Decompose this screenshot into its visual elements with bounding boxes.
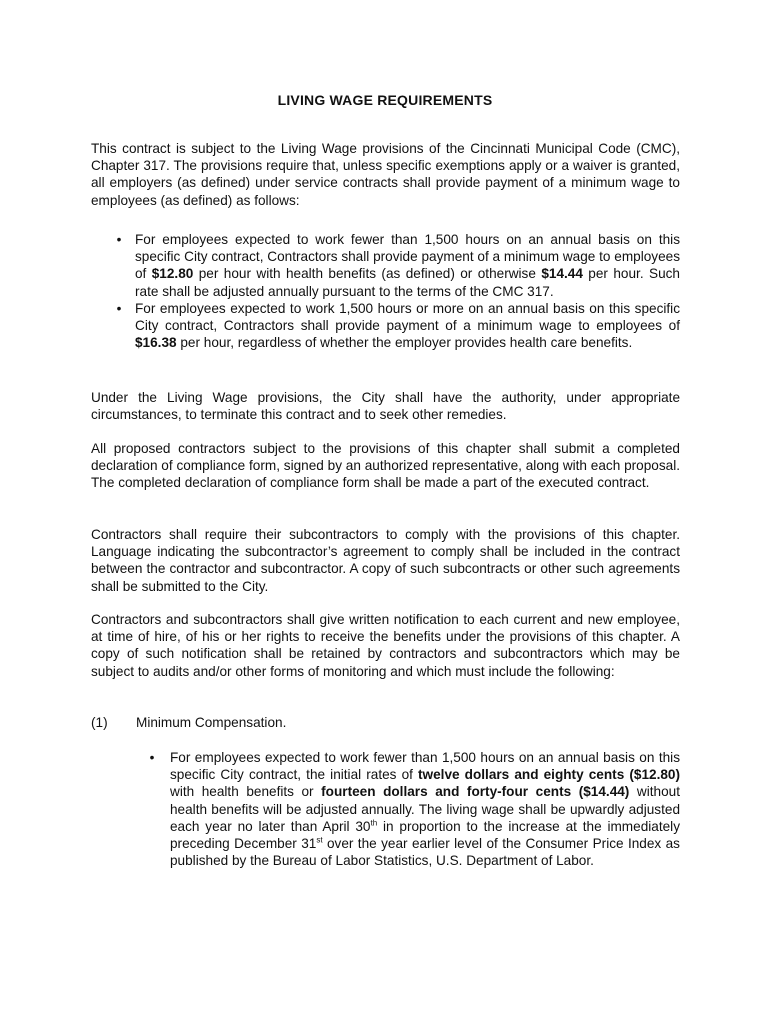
wage-amount: $16.38: [135, 335, 177, 351]
intro-paragraph: This contract is subject to the Living Wage provisions of the Cincinnati Municipal Code (CMC), Chapter 317. The provisions require that, unless specific exemptions apply or a waiver is granted, all employers (as defined) under service contracts shall provide payment of a minimum wage to employees (as defined) as follows:: [91, 141, 680, 208]
section-number: (1): [91, 715, 108, 730]
wage-amount: fourteen dollars and forty-four cents ($14.44): [321, 784, 630, 800]
section-label: Minimum Compensation.: [136, 715, 287, 730]
declaration-paragraph: All proposed contractors subject to the provisions of this chapter shall submit a completed declaration of compliance form, signed by an authorized representative, along with each proposal. The completed declaration of compliance form shall be made a part of the executed contract.: [91, 441, 680, 491]
subcontractors-paragraph: Contractors shall require their subcontractors to comply with the provisions of this chapter. Language indicating the subcontractor’s agreement to comply shall be included in the contract between the contractor and subcontractor. A copy of such subcontracts or other such agreements shall be submitted to the City.: [91, 527, 680, 594]
bullet-icon: •: [149, 750, 155, 765]
list-item: • For employees expected to work fewer than 1,500 hours on an annual basis on this specific City contract, Contractors shall provide payment of a minimum wage to employees of $12.80 per hour with health benefits (as defined) or otherwise $14.44 per hour. Such rate shall be adjusted annually pursuant to the terms of the CMC 317.: [135, 231, 680, 300]
wage-bullet-list: [116, 231, 680, 351]
bullet-icon: •: [116, 232, 122, 247]
bullet-icon: •: [116, 300, 122, 316]
document-title: LIVING WAGE REQUIREMENTS: [277, 92, 493, 108]
notification-paragraph: Contractors and subcontractors shall give written notification to each current and new employee, at time of hire, of his or her rights to receive the benefits under the provisions of this chapter. A copy of such notification shall be retained by contractors and subcontractors which may be subject to audits and/or other forms of monitoring and which must include the following:: [91, 612, 680, 679]
wage-amount: $12.80: [151, 266, 194, 282]
list-item: • For employees expected to work 1,500 hours or more on an annual basis on this specific City contract, Contractors shall provide payment of a minimum wage to employees of $16.38 per hour, regardless of whether the employer provides health care benefits.: [135, 300, 680, 352]
compensation-bullet-list: [149, 749, 680, 869]
wage-amount: $14.44: [541, 266, 583, 282]
authority-paragraph: Under the Living Wage provisions, the City shall have the authority, under appropriate circumstances, to terminate this contract and to seek other remedies.: [91, 390, 680, 423]
list-item: • For employees expected to work fewer than 1,500 hours on an annual basis on this specific City contract, the initial rates of twelve dollars and eighty cents ($12.80) with health benefits or fourteen dollars and forty-four cents ($14.44) without health benefits will be adjusted annually. The living wage shall be upwardly adjusted each year no later than April 30th in proportion to the increase at the immediately preceding December 31st over the year earlier level of the Consumer Price Index as published by the Bureau of Labor Statistics, U.S. Department of Labor.: [170, 749, 680, 869]
wage-amount: twelve dollars and eighty cents ($12.80): [418, 767, 680, 783]
